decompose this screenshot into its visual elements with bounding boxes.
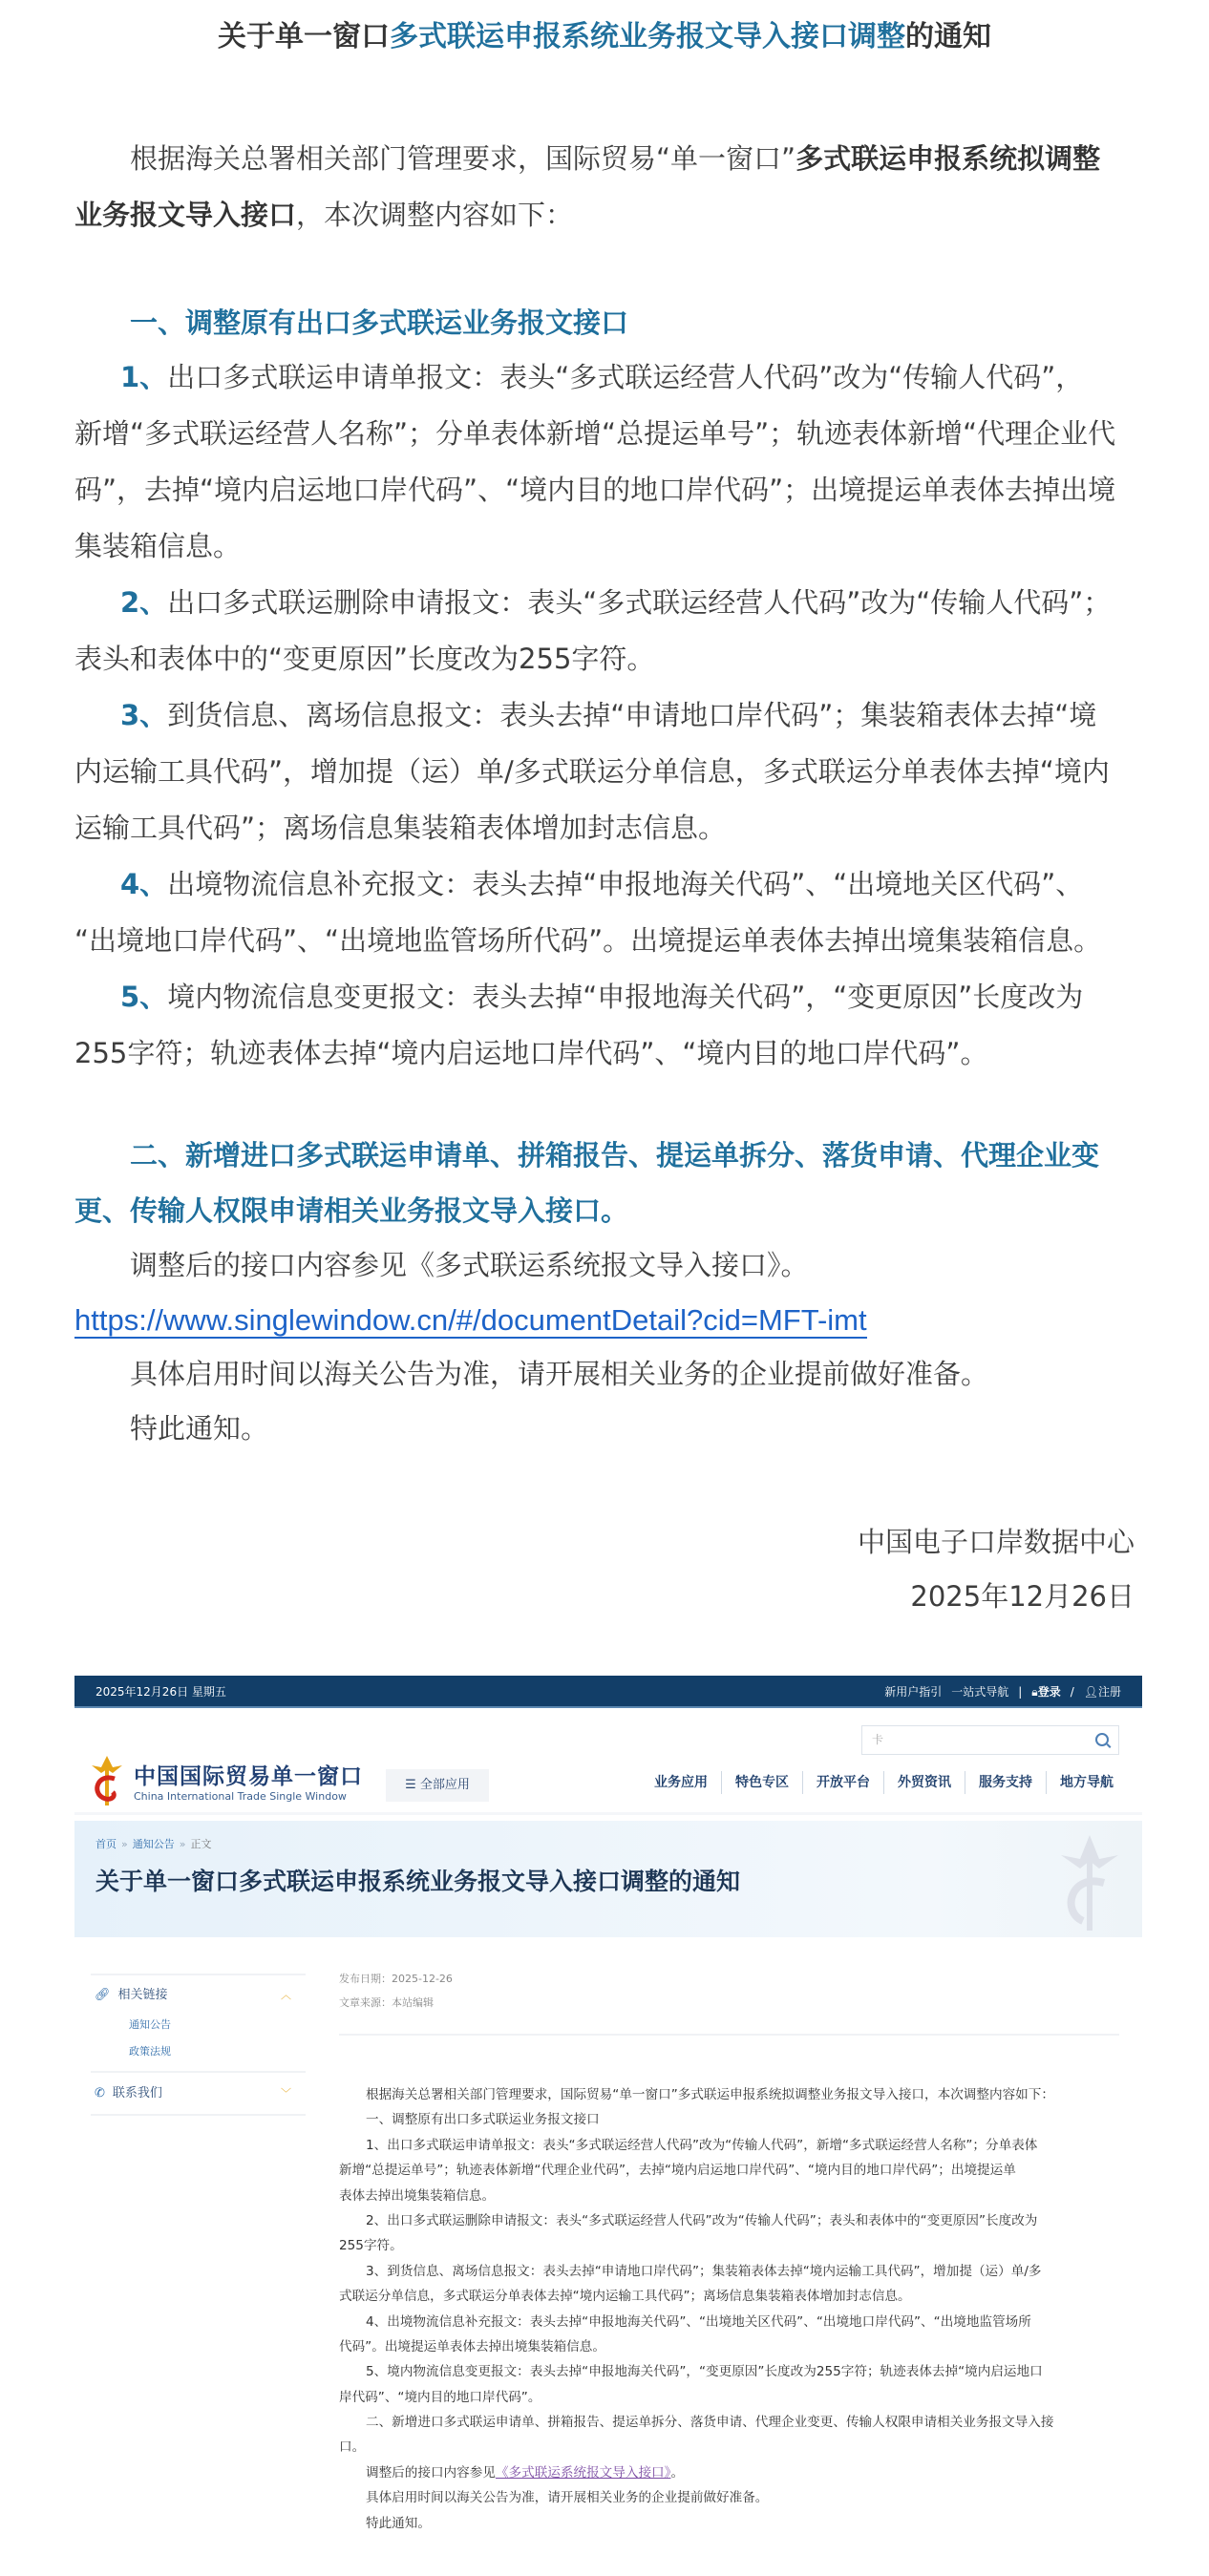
body-line: 255字符。 (339, 2238, 403, 2254)
body-line: 代码”。出境提运单表体去掉出境集装箱信息。 (339, 2338, 605, 2354)
item-line (74, 518, 1149, 575)
item-line (74, 856, 1149, 913)
document-link[interactable]: https://www.singlewindow.cn/#/documentDetail?cid=MFT-imt (74, 1303, 867, 1337)
one-stop-nav-link[interactable]: 一站式导航 (951, 1685, 1009, 1699)
login-label: 登录 (1037, 1685, 1061, 1699)
item-line (74, 575, 1149, 631)
reference-end: 。 (670, 2464, 685, 2481)
item-text: “出境地口岸代码”、“出境地监管场所代码”。出境提运单表体去掉出境集装箱信息。 (74, 924, 1102, 957)
reference-line (339, 2460, 1122, 2485)
item-number: 5、 (120, 981, 168, 1013)
item-text: 运输工具代码”；离场信息集装箱表体增加封志信息。 (74, 812, 727, 844)
nav-item[interactable]: 外贸资讯 (883, 1771, 965, 1794)
item-line (74, 913, 1149, 969)
page-title (0, 10, 1209, 64)
item-text: 出口多式联运申请单报文：表头“多式联运经营人代码”改为“传输人代码”， (167, 361, 1084, 393)
item-text: 新增“多式联运经营人名称”；分单表体新增“总提运单号”；轨迹表体新增“代理企业代 (74, 417, 1116, 450)
all-apps-button[interactable] (386, 1769, 489, 1802)
login-link[interactable] (1031, 1676, 1060, 1708)
item-text: 表头和表体中的“变更原因”长度改为255字符。 (74, 643, 655, 675)
nav-item[interactable]: 服务支持 (965, 1771, 1046, 1794)
body-line: 岸代码”、“境内目的地口岸代码”。 (339, 2389, 541, 2405)
body-line: 口。 (339, 2439, 366, 2456)
phone-icon: ✆ (95, 2086, 105, 2101)
item-line (74, 349, 1149, 406)
item-text: 出境物流信息补充报文：表头去掉“申报地海关代码”、“出境地关区代码”、 (167, 868, 1084, 900)
watermark-emblem-icon (1056, 1830, 1123, 1935)
item-text: 内运输工具代码”，增加提（运）单/多式联运分单信息，多式联运分单表体去掉“境内 (74, 755, 1110, 788)
signer: 中国电子口岸数据中心 (857, 1526, 1135, 1558)
divider: | (1018, 1685, 1023, 1699)
chevron-down-icon[interactable]: ﹀ (281, 2087, 291, 2100)
item-line (74, 1025, 1149, 1082)
new-user-guide-link[interactable]: 新用户指引 (884, 1685, 943, 1699)
divider: / (1070, 1685, 1074, 1699)
item-number: 3、 (120, 699, 168, 731)
item-text: 出口多式联运删除申请报文：表头“多式联运经营人代码”改为“传输人代码”； (167, 586, 1112, 619)
title-highlight: 多式联运申报系统业务报文导入接口调整 (390, 20, 905, 53)
body-line: 根据海关总署相关部门管理要求，国际贸易“单一窗口”多式联运申报系统拟调整业务报文导入接口，本次调整内容如下： (366, 2087, 1054, 2102)
closing-block (74, 1238, 1149, 1456)
breadcrumb-sep: » (121, 1838, 128, 1850)
closing-text: 特此通知。 (130, 1412, 269, 1445)
item-line (74, 631, 1149, 687)
sidebar-divider (91, 2071, 306, 2073)
body-line: 3、到货信息、离场信息报文：表头去掉“申请地口岸代码”；集装箱表体去掉“境内运输工具代码”，增加提（运）单/多 (366, 2263, 1042, 2279)
sidebar-item-notices[interactable]: 通知公告 (129, 2018, 171, 2031)
heading-text: 二、新增进口多式联运申请单、拼箱报告、提运单拆分、落货申请、代理企业变 (130, 1139, 1100, 1172)
search-input[interactable] (861, 1725, 1119, 1755)
body-line: 5、境内物流信息变更报文：表头去掉“申报地海关代码”，“变更原因”长度改为255字符；轨迹表体去掉“境内启运地口 (366, 2364, 1043, 2380)
nav-item[interactable]: 开放平台 (802, 1771, 883, 1794)
body-line: 具体启用时间以海关公告为准，请开展相关业务的企业提前做好准备。 (366, 2490, 769, 2506)
nav-item[interactable]: 业务应用 (654, 1775, 708, 1790)
logo-subtitle: China International Trade Single Window (134, 1790, 347, 1803)
item-text: 255字符；轨迹表体去掉“境内启运地口岸代码”、“境内目的地口岸代码”。 (74, 1037, 988, 1069)
intro-text: ，本次调整内容如下： (296, 199, 574, 231)
nav-item[interactable]: 地方导航 (1046, 1771, 1127, 1794)
item-line (74, 800, 1149, 856)
lock-icon: 🔒︎ (1031, 1685, 1038, 1699)
item-text: 境内物流信息变更报文：表头去掉“申报地海关代码”，“变更原因”长度改为 (167, 981, 1084, 1013)
meta-divider (339, 2034, 1119, 2036)
intro-paragraph (74, 131, 1149, 243)
sidebar-contact-us[interactable] (91, 2084, 306, 2103)
body-line: 二、新增进口多式联运申请单、拼箱报告、提运单拆分、落货申请、代理企业变更、传输人权限申请相关业务报文导入接 (366, 2415, 1054, 2431)
signature (858, 1515, 1135, 1624)
publish-date: 发布日期：2025-12-26 (339, 1973, 453, 1985)
article-source: 文章来源：本站编辑 (339, 1996, 434, 2009)
item-line (74, 744, 1149, 800)
sign-date: 2025年12月26日 (910, 1580, 1135, 1613)
item-number: 1、 (120, 361, 168, 393)
item-number: 4、 (120, 868, 168, 900)
heading-text: 一、调整原有出口多式联运业务报文接口 (130, 306, 629, 339)
item-line (74, 969, 1149, 1025)
sidebar (91, 1676, 306, 2576)
body-line: 一、调整原有出口多式联运业务报文接口 (366, 2112, 600, 2128)
breadcrumb-home[interactable]: 首页 (95, 1838, 117, 1850)
link-icon: 🔗︎ (95, 1988, 111, 2002)
nav-item[interactable]: 特色专区 (721, 1771, 802, 1794)
chevron-up-icon[interactable]: ︿ (281, 1989, 291, 2001)
body-line: 表体去掉出境集装箱信息。 (339, 2187, 496, 2204)
breadcrumb-notices[interactable]: 通知公告 (132, 1838, 175, 1850)
search-placeholder: 卡 (872, 1733, 884, 1746)
register-label: 注册 (1097, 1685, 1121, 1699)
section-heading-2 (74, 1128, 1149, 1238)
sidebar-divider (91, 1974, 306, 1975)
item-line (74, 406, 1149, 462)
logo-title: 中国国际贸易单一窗口 (134, 1764, 363, 1789)
all-apps-label: 全部应用 (419, 1778, 470, 1792)
sidebar-divider (91, 2114, 306, 2116)
sidebar-item-policies[interactable]: 政策法规 (129, 2045, 171, 2058)
title-suffix: 的通知 (905, 20, 991, 53)
item-line (74, 687, 1149, 744)
item-text: 码”，去掉“境内启运地口岸代码”、“境内目的地口岸代码”；出境提运单表体去掉出境 (74, 474, 1116, 506)
item-number: 2、 (120, 586, 168, 619)
main-nav (641, 1771, 1127, 1794)
related-links-label: 相关链接 (117, 1988, 168, 2002)
interface-doc-link[interactable]: 《多式联运系统报文导入接口》 (495, 2464, 671, 2481)
intro-bold: 多式联运申报系统拟调整 (795, 142, 1101, 175)
item-text: 集装箱信息。 (74, 530, 242, 562)
user-icon: 👤︎ (1083, 1685, 1098, 1699)
embedded-webpage-screenshot (74, 1676, 1142, 2576)
item-line (74, 462, 1149, 518)
body-line: 新增“总提运单号”；轨迹表体新增“代理企业代码”，去掉“境内启运地口岸代码”、“境内目的地口岸代码”；出境提运单 (339, 2163, 1016, 2179)
intro-text: 根据海关总署相关部门管理要求，国际贸易“单一窗口” (130, 142, 796, 175)
sidebar-related-links[interactable] (91, 1986, 306, 2005)
intro-bold: 业务报文导入接口 (74, 199, 297, 231)
current-date: 2025年12月26日 星期五 (95, 1685, 226, 1699)
body-line: 式联运分单信息，多式联运分单表体去掉“境内运输工具代码”；离场信息集装箱表体增加封志信息。 (339, 2289, 911, 2305)
body-line: 4、出境物流信息补充报文：表头去掉“申报地海关代码”、“出境地关区代码”、“出境地口岸代码”、“出境地监管场所 (366, 2313, 1031, 2330)
article-body (339, 2082, 1122, 2536)
breadcrumb-current: 正文 (190, 1838, 212, 1850)
heading-text: 更、传输人权限申请相关业务报文导入接口。 (74, 1194, 629, 1227)
section-heading-1 (74, 295, 1149, 351)
reference-text: 调整后的接口内容参见《多式联运系统报文导入接口》。 (130, 1249, 809, 1281)
body-line: 1、出口多式联运申请单报文：表头“多式联运经营人代码”改为“传输人代码”，新增“多式联运经营人名称”；分单表体 (366, 2137, 1038, 2153)
body-line: 2、出口多式联运删除申请报文：表头“多式联运经营人代码”改为“传输人代码”；表头和表体中的“变更原因”长度改为 (366, 2212, 1038, 2228)
register-link[interactable] (1084, 1676, 1121, 1708)
search-icon[interactable] (1095, 1733, 1109, 1746)
title-prefix: 关于单一窗口 (218, 20, 390, 53)
preparation-text: 具体启用时间以海关公告为准，请开展相关业务的企业提前做好准备。 (130, 1358, 989, 1390)
breadcrumb-sep: » (179, 1838, 186, 1850)
article-title: 关于单一窗口多式联运申报系统业务报文导入接口调整的通知 (95, 1868, 741, 1895)
contact-label: 联系我们 (112, 2086, 162, 2101)
item-text: 到货信息、离场信息报文：表头去掉“申请地口岸代码”；集装箱表体去掉“境 (167, 699, 1097, 731)
menu-icon: ☰ (405, 1778, 420, 1792)
body-line: 特此通知。 (366, 2515, 431, 2531)
item-list (74, 349, 1149, 1082)
reference-text: 调整后的接口内容参见 (366, 2464, 496, 2481)
